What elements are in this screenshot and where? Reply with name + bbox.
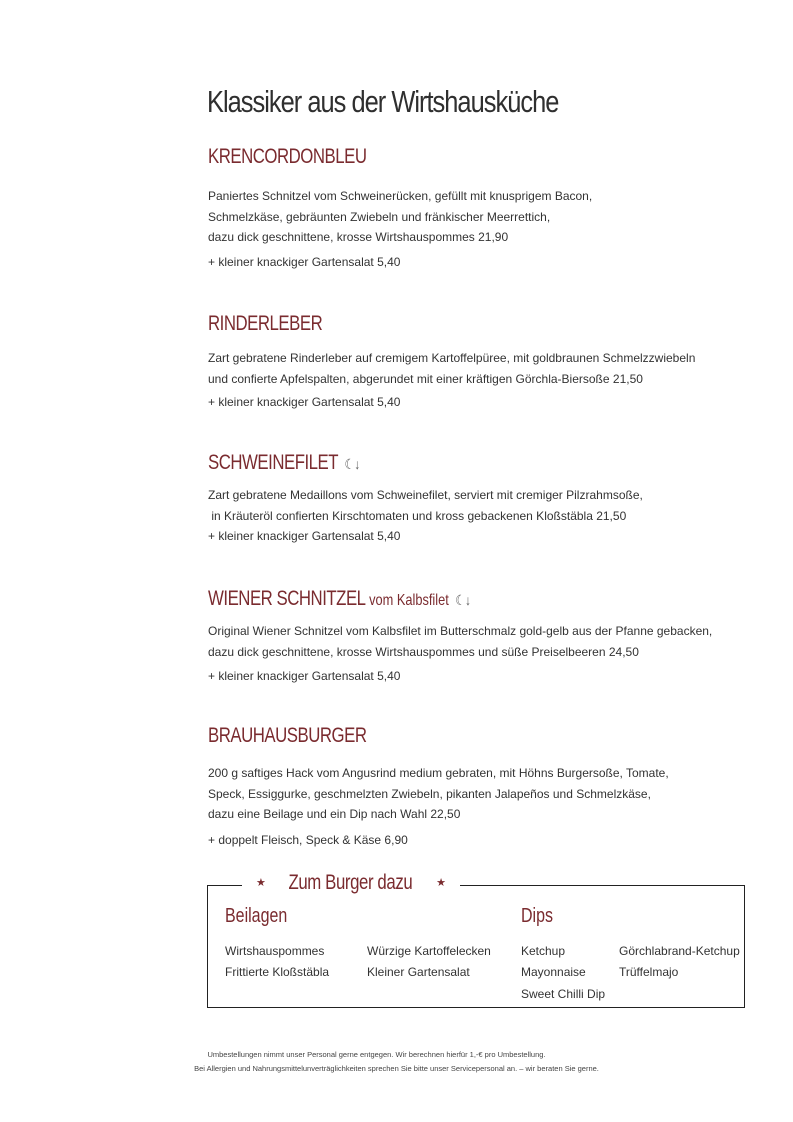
dish-name: RINDERLEBER (208, 312, 323, 335)
dish-extra: + kleiner knackiger Gartensalat 5,40 (208, 669, 401, 683)
dish-desc-line: und confierte Apfelspalten, abgerundet mit einer kräftigen Görchla-Biersoße 21,50 (208, 371, 643, 386)
dish-desc-line: Zart gebratene Rinderleber auf cremigem Kartoffelpüree, mit goldbraunen Schmelzzwiebeln (208, 351, 696, 365)
star-icon: ★ (436, 877, 446, 889)
dish-name-suffix: vom Kalbsfilet (369, 592, 449, 609)
dish-desc-line: Original Wiener Schnitzel vom Kalbsfilet im Butterschmalz gold-gelb aus der Pfanne gebacken, (208, 624, 713, 638)
dish-extra: + kleiner knackiger Gartensalat 5,40 (208, 254, 401, 269)
dish-schweinefilet (208, 449, 643, 546)
footer-notes (0, 1048, 793, 1076)
dip-item: Trüffelmajo (619, 965, 679, 979)
dip-item: Görchlabrand-Ketchup (619, 944, 740, 958)
dish-desc-line: 200 g saftiges Hack vom Angusrind medium gebraten, mit Höhns Burgersoße, Tomate, (208, 766, 669, 780)
dish-rinderleber (208, 310, 695, 412)
beilage-item: Frittierte Kloßstäbla (225, 965, 330, 979)
dish-extra: + kleiner knackiger Gartensalat 5,40 (208, 529, 401, 543)
dish-desc-line: dazu eine Beilage und ein Dip nach Wahl 22,50 (208, 807, 461, 821)
dish-desc-line: Speck, Essiggurke, geschmelzten Zwiebeln, pikanten Jalapeños und Schmelzkäse, (208, 786, 651, 801)
dish-krencordonbleu (208, 143, 592, 272)
dip-item: Sweet Chilli Dip (521, 987, 606, 1001)
dish-name-row (208, 585, 611, 613)
star-icon: ★ (256, 877, 266, 889)
beilage-item: Kleiner Gartensalat (367, 965, 470, 979)
dish-extra: + doppelt Fleisch, Speck & Käse 6,90 (208, 832, 408, 847)
beilage-item: Wirtshauspommes (225, 944, 325, 958)
page-title: Klassiker aus der Wirtshausküche (207, 84, 559, 119)
dish-extra: + kleiner knackiger Gartensalat 5,40 (208, 395, 401, 409)
dish-name: SCHWEINEFILET (208, 451, 339, 474)
dish-name: KRENCORDONBLEU (208, 145, 367, 168)
dish-desc-line: Schmelzkäse, gebräunten Zwiebeln und fränkischer Meerrettich, (208, 209, 551, 224)
moon-arrow-icon: ☾↓ (344, 456, 361, 472)
beilage-item: Würzige Kartoffelecken (367, 944, 491, 958)
dip-item: Mayonnaise (521, 965, 586, 979)
beilagen-heading: Beilagen (225, 905, 288, 927)
dish-desc-line: Paniertes Schnitzel vom Schweinerücken, gefüllt mit knusprigem Bacon, (208, 189, 593, 203)
moon-arrow-icon: ☾↓ (455, 592, 471, 608)
dips-heading: Dips (521, 905, 554, 927)
footer-line: Umbestellungen nimmt unser Personal gerne entgegen. Wir berechnen hierfür 1,-€ pro Umbestellung. (207, 1050, 546, 1059)
dish-desc-line: Zart gebratene Medaillons vom Schweinefilet, serviert mit cremiger Pilzrahmsoße, (208, 488, 643, 502)
footer-line: Bei Allergien und Nahrungsmittelunverträglichkeiten sprechen Sie bitte unser Servicepersonal an. – wir beraten Sie gerne. (194, 1064, 599, 1073)
dip-item: Ketchup (521, 944, 566, 958)
burger-box-title-text: Zum Burger dazu (288, 871, 413, 894)
dish-desc-line: dazu dick geschnittene, krosse Wirtshauspommes und süße Preiselbeeren 24,50 (208, 644, 639, 659)
dish-name-row (208, 449, 556, 477)
dish-name: WIENER SCHNITZEL (208, 587, 365, 610)
dish-brauhausburger (208, 722, 669, 850)
burger-box-title (242, 871, 460, 895)
dish-desc-line: dazu dick geschnittene, krosse Wirtshauspommes 21,90 (208, 230, 509, 244)
dish-name: BRAUHAUSBURGER (208, 724, 367, 747)
dish-wiener-schnitzel (208, 585, 712, 686)
dish-desc-line: in Kräuteröl confierten Kirschtomaten und kross gebackenen Kloßstäbla 21,50 (208, 508, 627, 523)
